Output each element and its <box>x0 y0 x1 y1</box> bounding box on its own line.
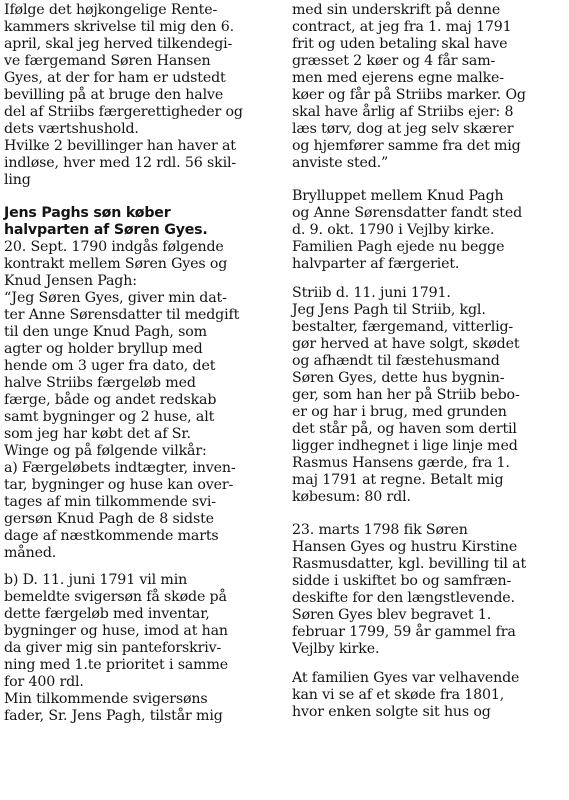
text-line: færge, både og andet redskab <box>4 392 217 408</box>
text-line: og Anne Sørensdatter fandt sted <box>292 205 522 221</box>
paragraph <box>292 522 566 658</box>
text-line: frit og uden betaling skal have <box>292 36 508 52</box>
text-line: tar, bygninger og huse kan over- <box>4 477 234 493</box>
text-line: Ifølge det højkongelige Rente- <box>4 2 218 18</box>
text-line: sidde i uskiftet bo og samfræn- <box>292 573 512 589</box>
text-line: Hvilke 2 bevillinger han haver at <box>4 138 236 154</box>
text-line: skal have årlig af Striibs ejer: 8 <box>292 104 514 120</box>
text-line: hvor enken solgte sit hus og <box>292 704 491 720</box>
text-line: bevilling på at bruge den halve <box>4 87 224 103</box>
text-line: kammers skrivelse til mig den 6. <box>4 19 234 35</box>
text-line: kan vi se af et skøde fra 1801, <box>292 687 505 703</box>
text-line: som jeg har købt det af Sr. <box>4 426 191 442</box>
text-line: bygninger og huse, imod at han <box>4 623 228 639</box>
text-line: agter og holder bryllup med <box>4 341 203 357</box>
paragraph <box>4 239 280 562</box>
text-line: bestalter, færgemand, vitterlig- <box>292 319 514 335</box>
text-line: februar 1799, 59 år gammel fra <box>292 624 516 640</box>
text-line: Jeg Jens Pagh til Striib, kgl. <box>292 302 486 318</box>
text-line: ter Anne Sørensdatter til medgift <box>4 307 240 323</box>
text-line: halve Striibs færgeløb med <box>4 375 196 391</box>
text-line: og afhændt til fæstehusmand <box>292 353 500 369</box>
section-heading <box>4 205 280 239</box>
text-line: Søren Gyes blev begravet 1. <box>292 607 492 623</box>
text-line: maj 1791 at regne. Betalt mig <box>292 472 504 488</box>
text-line: ligger indhegnet i lige linje med <box>292 438 518 454</box>
paragraph <box>4 2 280 189</box>
text-line: d. 9. okt. 1790 i Vejlby kirke. <box>292 222 495 238</box>
text-line: tages af min tilkommende svi- <box>4 494 216 510</box>
text-line: da giver mig sin panteforskriv- <box>4 640 222 656</box>
text-line: til den unge Knud Pagh, som <box>4 324 207 340</box>
text-line: b) D. 11. juni 1791 vil min <box>4 572 188 588</box>
text-line: del af Striibs færgerettigheder og <box>4 104 243 120</box>
text-line: ger, som han her på Striib bebo- <box>292 387 520 403</box>
text-line: det står på, og haven som dertil <box>292 421 517 437</box>
text-line: contract, at jeg fra 1. maj 1791 <box>292 19 512 35</box>
text-line: ling <box>4 172 31 188</box>
text-line: april, skal jeg herved tilkendegi- <box>4 36 233 52</box>
text-line: køer og får på Striibs marker. Og <box>292 87 526 103</box>
text-line: ning med 1.te prioritet i samme <box>4 657 228 673</box>
text-line: dette færgeløb med inventar, <box>4 606 210 622</box>
text-line: gør herved at have solgt, skødet <box>292 336 520 352</box>
text-line: hende om 3 uger fra dato, det <box>4 358 216 374</box>
text-line: for 400 rdl. <box>4 674 84 690</box>
text-line: anviste sted.” <box>292 155 389 171</box>
text-line: Søren Gyes, dette hus bygnin- <box>292 370 505 386</box>
text-line: men med ejerens egne malke- <box>292 70 504 86</box>
text-line: Jens Paghs søn køber <box>4 205 171 221</box>
text-line: bemeldte svigersøn få skøde på <box>4 589 227 605</box>
paragraph <box>4 572 280 725</box>
text-line: dets værtshushold. <box>4 121 139 137</box>
text-line: Winge og på følgende vilkår: <box>4 443 207 459</box>
text-line: læs tørv, dog at jeg selv skærer <box>292 121 514 137</box>
text-line: med sin underskrift på denne <box>292 2 501 18</box>
text-line: halvparter af færgeriet. <box>292 256 460 272</box>
text-line: Vejlby kirke. <box>292 641 380 657</box>
paragraph <box>292 285 566 506</box>
paragraph <box>292 670 566 721</box>
text-line: halvparten af Søren Gyes. <box>4 222 208 238</box>
text-line: Rasmusdatter, kgl. bevilling til at <box>292 556 527 572</box>
text-line: indløse, hver med 12 rdl. 56 skil- <box>4 155 237 171</box>
text-line: måned. <box>4 545 57 561</box>
text-line: græsset 2 køer og 4 får sam- <box>292 53 496 69</box>
text-line: 20. Sept. 1790 indgås følgende <box>4 239 224 255</box>
text-line: Brylluppet mellem Knud Pagh <box>292 188 504 204</box>
text-line: At familien Gyes var velhavende <box>292 670 520 686</box>
right-column <box>292 2 566 721</box>
text-line: Hansen Gyes og hustru Kirstine <box>292 539 518 555</box>
text-line: 23. marts 1798 fik Søren <box>292 522 468 538</box>
text-line: kontrakt mellem Søren Gyes og <box>4 256 228 272</box>
text-line: Knud Jensen Pagh: <box>4 273 137 289</box>
left-column <box>4 2 280 725</box>
text-line: Rasmus Hansens gærde, fra 1. <box>292 455 510 471</box>
paragraph <box>292 188 566 273</box>
text-line: Min tilkommende svigersøns <box>4 691 208 707</box>
text-line: dage af næstkommende marts <box>4 528 219 544</box>
text-line: er og har i brug, med grunden <box>292 404 507 420</box>
paragraph <box>292 2 566 172</box>
text-line: Striib d. 11. juni 1791. <box>292 285 451 301</box>
text-line: og hjemfører samme fra det mig <box>292 138 521 154</box>
text-line: fader, Sr. Jens Pagh, tilstår mig <box>4 708 223 724</box>
text-line: købesum: 80 rdl. <box>292 489 411 505</box>
text-line: samt bygninger og 2 huse, alt <box>4 409 215 425</box>
text-line: Familien Pagh ejede nu begge <box>292 239 505 255</box>
text-line: Gyes, at der for ham er udstedt <box>4 70 226 86</box>
text-line: “Jeg Søren Gyes, giver min dat- <box>4 290 227 306</box>
text-line: gersøn Knud Pagh de 8 sidste <box>4 511 214 527</box>
text-line: deskifte for den længstlevende. <box>292 590 515 606</box>
text-line: ve færgemand Søren Hansen <box>4 53 211 69</box>
text-line: a) Færgeløbets indtægter, inven- <box>4 460 236 476</box>
